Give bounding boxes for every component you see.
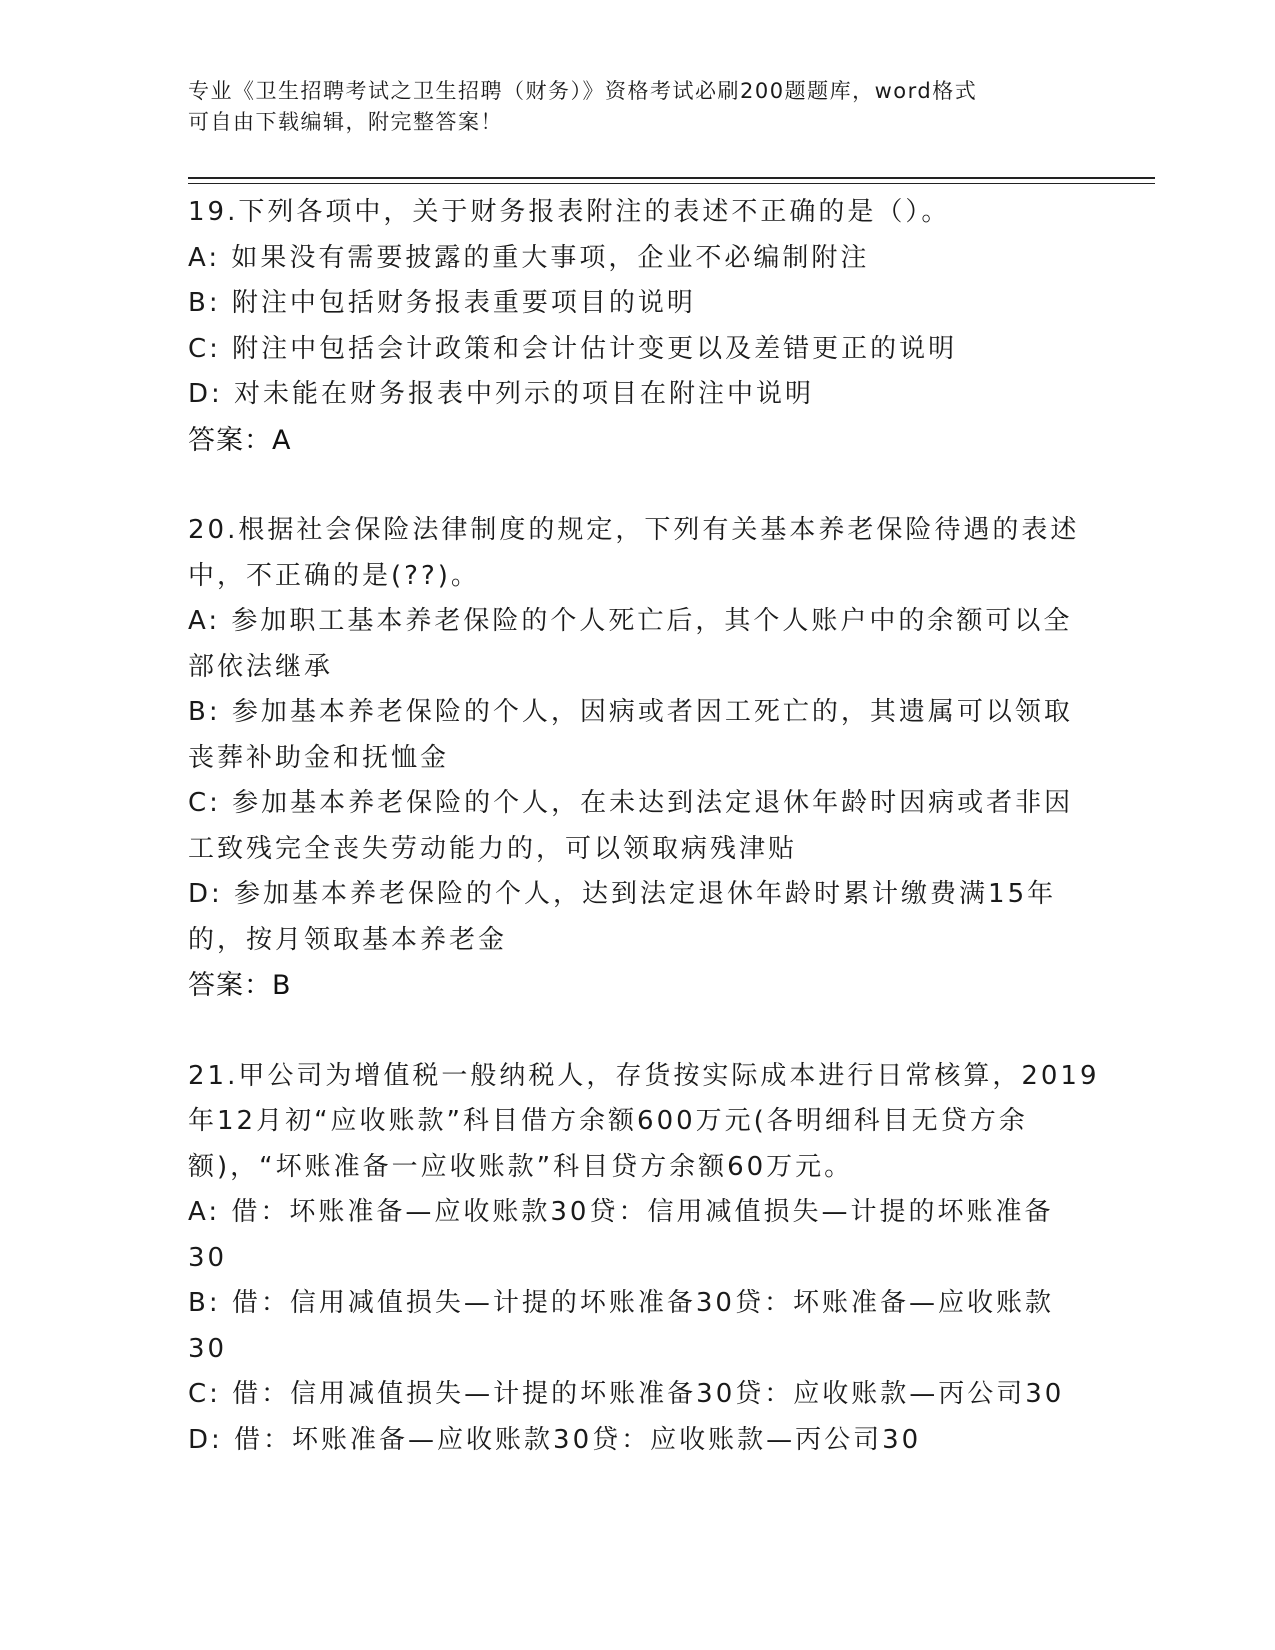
question-stem: 19.下列各项中，关于财务报表附注的表述不正确的是（）。 xyxy=(188,197,951,227)
option-a: A: 借：坏账准备—应收账款30贷：信用减值损失—计提的坏账准备 xyxy=(188,1197,1054,1227)
question-list xyxy=(188,190,1100,1508)
question-stem-cont: 中，不正确的是(??)。 xyxy=(188,560,480,591)
header-rule-thick xyxy=(188,177,1155,179)
question-stem-cont: 额)，“坏账准备一应收账款”科目贷方余额60万元。 xyxy=(188,1151,854,1182)
option-a-cont: 30 xyxy=(188,1242,228,1273)
question-20 xyxy=(188,508,1088,1009)
option-b: B: 参加基本养老保险的个人，因病或者因工死亡的，其遗属可以领取 xyxy=(188,697,1073,727)
option-a: A: 参加职工基本养老保险的个人死亡后，其个人账户中的余额可以全 xyxy=(188,606,1073,636)
option-b: B: 借：信用减值损失—计提的坏账准备30贷：坏账准备—应收账款 xyxy=(188,1288,1054,1318)
option-c-cont: 工致残完全丧失劳动能力的，可以领取病残津贴 xyxy=(188,833,798,864)
option-a: A: 如果没有需要披露的重大事项，企业不必编制附注 xyxy=(188,242,870,273)
option-d: D: 借：坏账准备—应收账款30贷：应收账款—丙公司30 xyxy=(188,1424,922,1455)
option-b-cont: 30 xyxy=(188,1333,228,1364)
question-21 xyxy=(188,1054,1100,1464)
option-c: C: 附注中包括会计政策和会计估计变更以及差错更正的说明 xyxy=(188,333,958,364)
option-b: B: 附注中包括财务报表重要项目的说明 xyxy=(188,288,696,318)
answer-label: 答案：A xyxy=(188,424,292,456)
header-rule-thin xyxy=(188,183,1155,184)
option-b-cont: 丧葬补助金和抚恤金 xyxy=(188,742,450,773)
question-19 xyxy=(188,190,1088,463)
header-line-1: 专业《卫生招聘考试之卫生招聘（财务）》资格考试必刷200题题库，word格式 xyxy=(188,79,978,103)
answer-label: 答案：B xyxy=(188,970,292,1001)
page-header xyxy=(188,76,1068,138)
option-d: D: 对未能在财务报表中列示的项目在附注中说明 xyxy=(188,379,815,409)
question-stem-cont: 年12月初“应收账款”科目借方余额600万元(各明细科目无贷方余 xyxy=(188,1106,1028,1136)
option-c: C: 借：信用减值损失—计提的坏账准备30贷：应收账款—丙公司30 xyxy=(188,1379,1065,1409)
option-a-cont: 部依法继承 xyxy=(188,651,334,682)
header-line-2: 可自由下载编辑，附完整答案！ xyxy=(188,110,503,134)
question-stem: 21.甲公司为增值税一般纳税人，存货按实际成本进行日常核算，2019 xyxy=(188,1060,1100,1091)
option-d-cont: 的，按月领取基本养老金 xyxy=(188,924,508,955)
option-d: D: 参加基本养老保险的个人，达到法定退休年龄时累计缴费满15年 xyxy=(188,879,1057,909)
option-c: C: 参加基本养老保险的个人，在未达到法定退休年龄时因病或者非因 xyxy=(188,788,1074,818)
question-stem: 20.根据社会保险法律制度的规定，下列有关基本养老保险待遇的表述 xyxy=(188,515,1080,545)
